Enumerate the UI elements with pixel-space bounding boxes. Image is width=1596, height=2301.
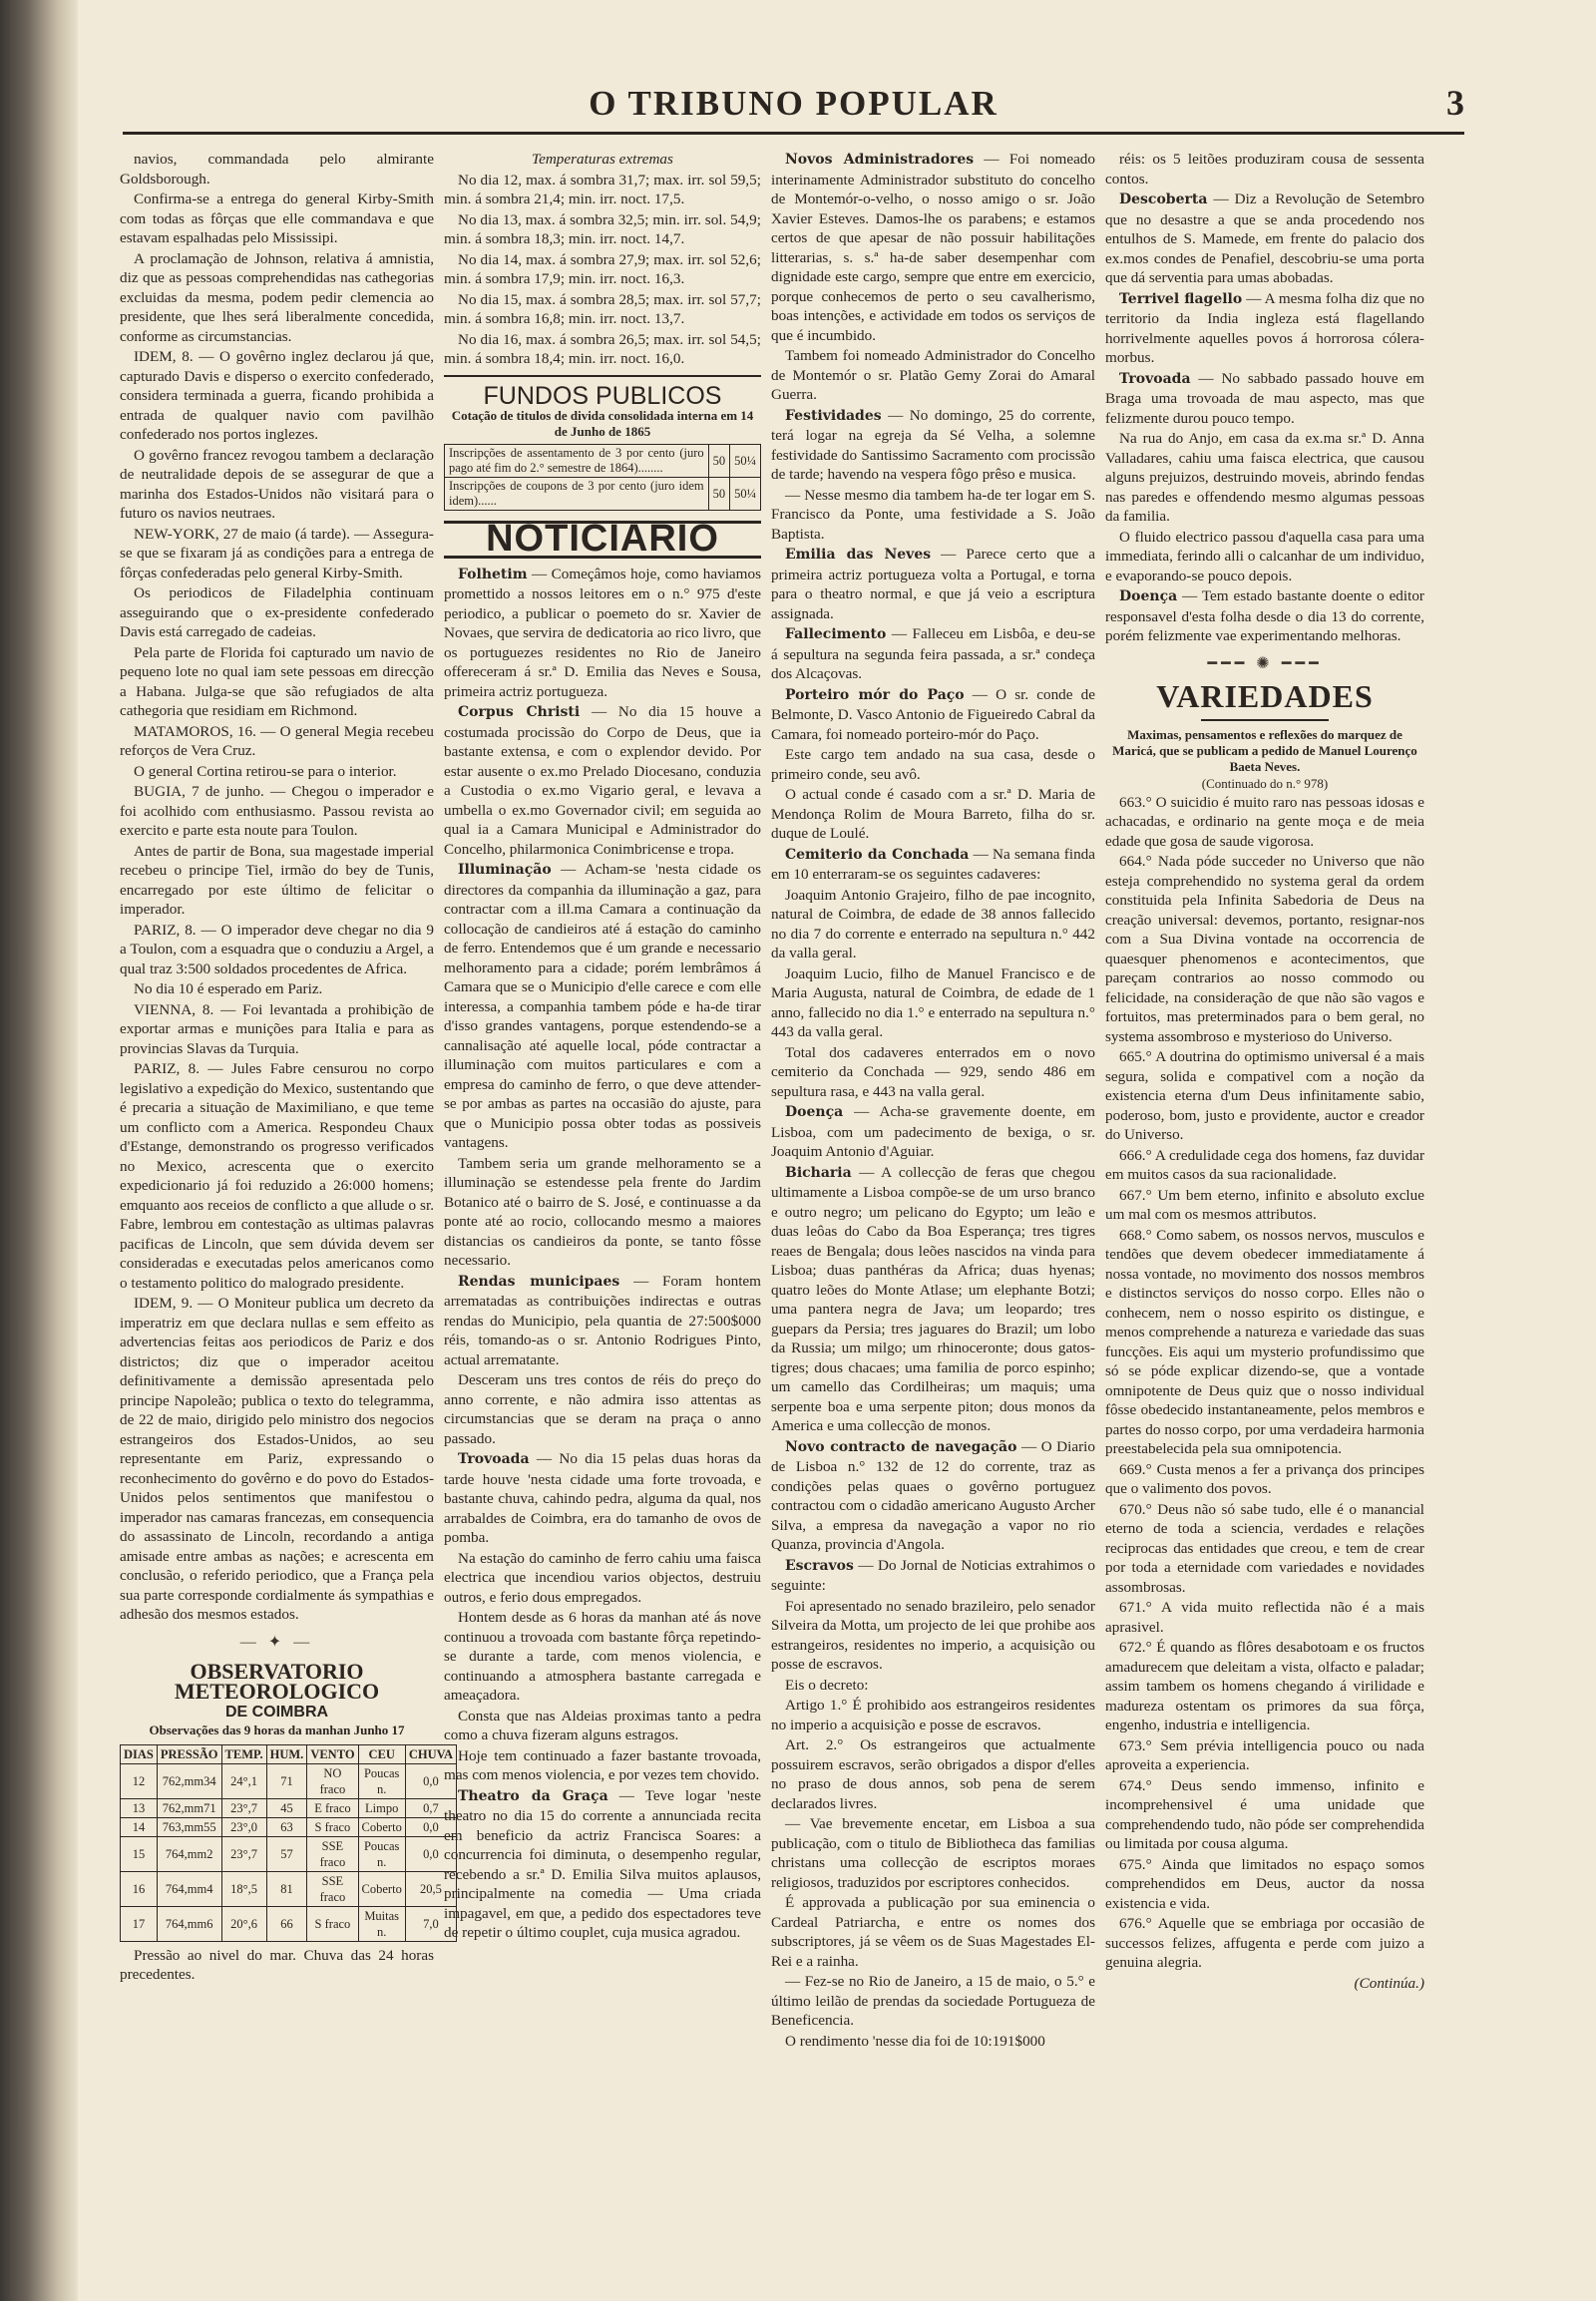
- news-item-headline: Novo contracto de navegação: [785, 1438, 1017, 1455]
- news-item: [771, 2032, 1095, 2052]
- news-item: [771, 785, 1095, 844]
- news-item-text: Total dos cadaveres enterrados em o novo cemiterio da Conchada — 929, sendo 486 em sepultura rasa, e 443 na valla geral.: [771, 1043, 1095, 1100]
- divider: [1201, 719, 1329, 721]
- news-item: [444, 1786, 761, 1943]
- maxim: 667.° Um bem eterno, infinito e absoluto exclue um mal com os mesmos attributos.: [1105, 1186, 1424, 1223]
- news-item-headline: Novos Administradores: [785, 152, 975, 168]
- news-item-headline: Rendas municipaes: [458, 1273, 620, 1290]
- news-item: [1105, 586, 1424, 646]
- table-cell: 17: [121, 1906, 158, 1941]
- maxim: 673.° Sem prévia intelligencia pouco ou nada aproveita a experiencia.: [1105, 1736, 1424, 1773]
- news-item: [444, 1707, 761, 1745]
- news-paragraph: NEW-YORK, 27 de maio (á tarde). — Assegura-se que se fixaram já as condições para a entrega de fôrças confederadas pelo general Kirby-Smith.: [120, 525, 434, 581]
- table-cell: S fraco: [307, 1817, 358, 1836]
- temperature-entry: No dia 15, max. á sombra 28,5; max. irr. sol 57,7; min. á sombra 16,8; min. irr. noct. 13,7.: [444, 290, 761, 327]
- news-item-headline: Escravos: [785, 1557, 854, 1574]
- maxim: 664.° Nada póde succeder no Universo que não esteja comprehendido no systema geral da ordem constituida pela Infinita Sabedoria de Deus na creação universal: devemos, portanto, resignar-nos com a Sua Divina vontade na occorrencia de quaesquer phenomenos e acontecimentos, que pareçam contrarios ao nosso commodo ou felicidade, na consideração de que não são vagos e fortuitos, mas preterminados para o bem geral, no systema assombroso e mysterioso do Universo.: [1105, 853, 1424, 1045]
- news-item: [444, 860, 761, 1153]
- news-item-text: — No dia 15 houve a costumada procissão do Corpo de Deus, que ia bastante extensa, e com o explendor devido. Por estar ausente o ex.mo Prelado Diocesano, conduzia a Custodia o ex.mo Vigario geral, e levava a umbella o ex.mo Governador civil; em seguida ao qual ia a Camara Municipal e Administrador do Concelho, philarmonica Conimbricense e tropa.: [444, 703, 761, 858]
- table-cell: 81: [266, 1871, 307, 1906]
- table-cell: 45: [266, 1798, 307, 1817]
- news-item-headline: Bicharia: [785, 1164, 852, 1181]
- column-3: [771, 150, 1095, 2095]
- temperatures-title: Temperaturas extremas: [532, 151, 673, 168]
- news-item-headline: Terrivel flagello: [1119, 290, 1243, 307]
- news-paragraph: BUGIA, 7 de junho. — Chegou o imperador e foi acolhido com enthusiasmo. Passou revista ao exercito e parte esta noute para Toulon.: [120, 783, 434, 839]
- temperature-entry: No dia 13, max. á sombra 32,5; min. irr. sol. 54,9; min. á sombra 18,3; min. irr. noct. 14,7.: [444, 210, 761, 247]
- maxim: 674.° Deus sendo immenso, infinito e incomprehensivel é uma unidade que comprehendendo tudo, não póde ser comprehendida ou limitada por cousa alguma.: [1105, 1776, 1424, 1852]
- news-item: [771, 624, 1095, 684]
- table-cell: 57: [266, 1836, 307, 1871]
- news-item: [771, 1893, 1095, 1971]
- table-cell: 0,0: [405, 1763, 456, 1798]
- table-row: [121, 1906, 457, 1941]
- news-item: [771, 1597, 1095, 1675]
- news-item-text: — Falleceu em Lisbôa, e deu-se á sepultura na segunda feira passada, a sr.ª condeça dos Alcaçovas.: [771, 625, 1095, 682]
- news-paragraph: PARIZ, 8. — O imperador deve chegar no dia 9 a Toulon, com a esquadra que o conduziu a Argel, a qual traz 3:500 soldados procedentes de Africa.: [120, 921, 434, 977]
- noticiario-heading: NOTICIARIO: [444, 521, 761, 559]
- table-cell: 24°,1: [221, 1763, 266, 1798]
- table-cell: 50: [708, 445, 730, 478]
- maxim: 666.° A credulidade cega dos homens, faz duvidar em muitos casos da sua racionalidade.: [1105, 1146, 1424, 1183]
- table-cell: 23°,0: [221, 1817, 266, 1836]
- news-item-text: — Acha-se gravemente doente, em Lisboa, com um padecimento de bexiga, o sr. Joaquim Antonio d'Aguiar.: [771, 1103, 1095, 1160]
- news-item-headline: Corpus Christi: [458, 704, 581, 720]
- table-cell: 50: [708, 478, 730, 511]
- table-cell: 764,mm2: [157, 1836, 221, 1871]
- news-item-headline: Doença: [785, 1104, 844, 1120]
- news-item: [771, 1163, 1095, 1436]
- table-row: [445, 478, 761, 511]
- news-item-text: — Parece certo que a primeira actriz portugueza volta a Portugal, e torna para o theatro normal, e que já veio a escriptura assignada.: [771, 546, 1095, 622]
- masthead: [123, 82, 1464, 134]
- table-cell: 7,0: [405, 1906, 456, 1941]
- news-item-headline: Folhetim: [458, 566, 528, 582]
- table-cell: 71: [266, 1763, 307, 1798]
- news-item: [444, 1608, 761, 1706]
- table-row: [445, 445, 761, 478]
- table-cell: Poucas n.: [358, 1763, 405, 1798]
- news-item: [771, 486, 1095, 545]
- news-item-text: — O Diario de Lisboa n.° 132 de 12 do corrente, traz as condições pelas quaes o govêrno portuguez contractou com o cidadão americano Augusto Archer Silva, a empresa da navegação a vapor no rio Quanza, provincia d'Angola.: [771, 1437, 1095, 1553]
- news-item-text: O fluido electrico passou d'aquella casa para uma immediata, ferindo alli o calcanhar de um individuo, e evaporando-se pouco depois.: [1105, 528, 1424, 584]
- news-item: [771, 406, 1095, 485]
- news-item-text: O actual conde é casado com a sr.ª D. Maria de Mendonça Rolim de Moura Barreto, filha do sr. duque de Loulé.: [771, 786, 1095, 842]
- page-binding-shadow: [0, 0, 78, 2301]
- table-cell: 764,mm6: [157, 1906, 221, 1941]
- column-1: [120, 150, 454, 2174]
- ornament-divider: ━━━ ✺ ━━━: [1207, 654, 1323, 672]
- news-item: [444, 1746, 761, 1785]
- table-row: [121, 1763, 457, 1798]
- table-row: [121, 1798, 457, 1817]
- news-item-text: Tambem foi nomeado Administrador do Concelho de Montemór o sr. Platão Gemy Zorai do Amaral Guerra.: [771, 347, 1095, 403]
- table-cell: Muitas n.: [358, 1906, 405, 1941]
- news-item-text: — Diz a Revolução de Setembro que no desastre a que se anda procedendo nos entulhos de S. Mamede, em frente do palacio dos ex.mos condes de Penafiel, descobriu-se uma porta que dá serventia para umas abobadas.: [1105, 191, 1424, 286]
- news-item: [1105, 429, 1424, 527]
- table-cell: 762,mm34: [157, 1763, 221, 1798]
- variedades-heading: VARIEDADES: [1156, 678, 1374, 714]
- news-item-text: Consta que nas Aldeias proximas tanto a pedra como a chuva fizeram alguns estragos.: [444, 1707, 761, 1743]
- table-cell: Inscripções de coupons de 3 por cento (juro idem idem)......: [445, 478, 709, 511]
- ornament-divider: — ✦ —: [239, 1633, 314, 1651]
- news-item-headline: Trovoada: [1119, 370, 1191, 387]
- divider: [444, 375, 761, 377]
- news-item-headline: Festividades: [785, 407, 882, 424]
- news-item-text: — A collecção de feras que chegou ultimamente a Lisboa compõe-se de um urso branco e outro negro; um pelicano do Egypto; um leão e duas leôas do Cabo da Boa Esperança; tres tigres reaes de Bengala; dous leões nascidos na vinda para Lisboa; duas panthéras da Africa; duas hyenas; quatro leões do Monte Atlase; um elephante Botzi; uma pantera negra de Java; um leopardo; tres guepars da Persia; tres jaguares do Brazil; um lobo da Russia; um milgo; um rhinoceronte; dous gatos-tigres; dous chacaes; uma familia de porco espinho; um camello das Cordilheiras; um maquis; uma serpente boa e uma serpente piton; dous monos da America e uma collecção de monos.: [771, 1163, 1095, 1434]
- table-cell: NO fraco: [307, 1763, 358, 1798]
- public-funds-subtitle: Cotação de titulos de divida consolidada interna em 14 de Junho de 1865: [451, 408, 754, 439]
- news-item-text: Joaquim Antonio Grajeiro, filho de pae incognito, natural de Coimbra, de edade de 38 annos fallecido no dia 7 do corrente e enterrado na sepultura n.° 442 da valla geral.: [771, 886, 1095, 961]
- table-header: PRESSÃO: [157, 1744, 221, 1763]
- table-cell: 15: [121, 1836, 158, 1871]
- news-paragraph: IDEM, 8. — O govêrno inglez declarou já que, capturado Davis e disperso o exercito confederado, considera terminada a guerra, ficando prohibida a entrada de qualquer navio com pavilhão confederado nos portos inglezes.: [120, 348, 434, 443]
- news-item-text: — No domingo, 25 do corrente, terá logar na egreja da Sé Velha, a solemne festividade do Santissimo Sacramento com procissão de tarde; havendo na vespera fôgo prêso e musica.: [771, 406, 1095, 483]
- news-item: [771, 1102, 1095, 1162]
- maxim: 672.° É quando as flôres desabotoam e os fructos amadurecem que deleitam a vista, olfacto e paladar; assim tambem os homens chegando á virilidade e madureza ostentam os primores da sua fôrça, engenho, industria e intelligencia.: [1105, 1639, 1424, 1733]
- news-items: [771, 150, 1095, 2051]
- page-number: 3: [1446, 83, 1464, 123]
- news-item: [1105, 528, 1424, 586]
- news-paragraph: VIENNA, 8. — Foi levantada a prohibição de exportar armas e munições para Italia e para as provincias Slavas da Turquia.: [120, 1000, 434, 1057]
- news-item-text: — Fez-se no Rio de Janeiro, a 15 de maio, o 5.° e último leilão de prendas da sociedade Portugueza de Beneficencia.: [771, 1973, 1095, 2029]
- news-item: [444, 565, 761, 702]
- variedades-subtitle: Maximas, pensamentos e reflexões do marquez de Maricá, que se publicam a pedido de Manuel Lourenço Baeta Neves.: [1112, 726, 1417, 774]
- temperature-entry: No dia 12, max. á sombra 31,7; max. irr. sol 59,5; min. á sombra 21,4; min. irr. noct. 17,5.: [444, 171, 761, 207]
- news-item-text: — Teve logar 'neste theatro no dia 15 do corrente a annunciada recita em beneficio da actriz Francisca Soares: a concurrencia foi diminuta, o desempenho regular, recebendo a sr.ª D. Emilia Silva muitos aplausos, principalmente na comedia — Uma criada impagavel, em que, a pedido dos espectadores teve de repetir o último couplet, cuja musica agradou.: [444, 1786, 761, 1941]
- news-item-text: — A mesma folha diz que no territorio da India ingleza está flagellando horrivelmente aquelles povos á horrorosa cólera-morbus.: [1105, 289, 1425, 366]
- table-cell: 0,0: [405, 1817, 456, 1836]
- news-item: [444, 1449, 761, 1548]
- news-item-headline: Fallecimento: [785, 626, 887, 642]
- news-item: [1105, 150, 1424, 189]
- temperature-entry: No dia 14, max. á sombra 27,9; max. irr. sol 52,6; min. á sombra 17,9; min. irr. noct. 16,3.: [444, 250, 761, 287]
- news-item-text: Este cargo tem andado na sua casa, desde o primeiro conde, seu avô.: [771, 746, 1095, 783]
- news-paragraph: PARIZ, 8. — Jules Fabre censurou no corpo legislativo a expedição do Mexico, sustentando que é precaria a situação de Maximiliano, e que teme um conflicto com a America. Respondeu Chaux d'Estange, demonstrando os progresso verificados no Mexico, acrescenta que o exercito expedicionario já foi reduzido a 26:000 homens; emquanto aos receios de conflicto a que allude o sr. Fabre, lembrou em contestação as ultimas palavras pacificas de Lincoln, que sem dúvida devem ser consideradas e executadas pelos americanos como o testamento politico do malogrado presidente.: [120, 1060, 434, 1292]
- news-item-text: Desceram uns tres contos de réis do preço do anno corrente, e não admira isso attentas as circumstancias que se deram na praça o anno passado.: [444, 1371, 761, 1447]
- news-item-text: — No dia 15 pelas duas horas da tarde houve 'nesta cidade uma forte trovoada, e bastante chuva, cahindo pedra, alguma da qual, nos arrabaldes de Coimbra, era do tamanho de ovos de pomba.: [444, 1450, 761, 1546]
- maxim: 663.° O suicidio é muito raro nas pessoas idosas e achacadas, e ordinario na gente moça e de meia edade que gosa de saude vigorosa.: [1105, 793, 1424, 850]
- maxim: 670.° Deus não só sabe tudo, elle é o manancial eterno de toda a sciencia, verdades e relações reciprocas das entidades que creou, e tem de crear por toda a eternidade com variedades e novidades assombrosas.: [1105, 1500, 1424, 1596]
- news-items: [444, 565, 761, 1943]
- table-cell: 13: [121, 1798, 158, 1817]
- table-cell: 12: [121, 1763, 158, 1798]
- variedades-continues: (Continúa.): [1354, 1974, 1424, 1992]
- column-4: [1105, 150, 1424, 2095]
- maxim: 665.° A doutrina do optimismo universal é a mais segura, solida e compativel com a noção da existencia eterna d'um Deus infinitamente sabio, poderoso, bom, justo e providente, auctor e creador do Universo.: [1105, 1048, 1424, 1143]
- news-item-text: réis: os 5 leitões produziram cousa de sessenta contos.: [1105, 151, 1424, 188]
- news-item-text: — Do Jornal de Noticias extrahimos o seguinte:: [771, 1556, 1095, 1594]
- news-item-text: É approvada a publicação por sua eminencia o Cardeal Patriarcha, e entre os nomes dos subscriptores, já se vêem os de Suas Magestades El-Rei e a rainha.: [771, 1894, 1095, 1970]
- table-row: [121, 1871, 457, 1906]
- news-item-text: — Nesse mesmo dia tambem ha-de ter logar em S. Francisco da Ponte, uma festividade a S. João Baptista.: [771, 486, 1095, 543]
- news-item: [771, 1676, 1095, 1696]
- newspaper-title: O TRIBUNO POPULAR: [589, 84, 998, 123]
- table-row: [121, 1836, 457, 1871]
- news-item: [444, 1272, 761, 1370]
- maxim: 671.° A vida muito reflectida não é a mais aprasivel.: [1105, 1599, 1424, 1636]
- table-cell: 23°,7: [221, 1836, 266, 1871]
- news-item-headline: Theatro da Graça: [458, 1787, 608, 1804]
- news-item-text: Foi apresentado no senado brazileiro, pelo senador Silveira da Motta, um projecto de lei que prohibe aos estrangeiros, residentes no imperio, a acquisição ou posse de escravos.: [771, 1597, 1095, 1673]
- news-paragraph: A proclamação de Johnson, relativa á amnistia, diz que as pessoas comprehendidas nas cathegorias excluidas da mesma, podem pedir clemencia ao presidente, que lhes será liberalmente concedida, conforme as circumstancias.: [120, 249, 434, 345]
- temperature-entry: No dia 16, max. á sombra 26,5; max. irr. sol 54,5; min. á sombra 18,4; min. irr. noct. 16,0.: [444, 330, 761, 367]
- news-item-headline: Porteiro mór do Paço: [785, 686, 965, 703]
- news-paragraph: MATAMOROS, 16. — O general Megia recebeu reforços de Vera Cruz.: [120, 722, 434, 759]
- table-cell: SSE fraco: [307, 1836, 358, 1871]
- maxims-list: [1105, 793, 1424, 1973]
- table-header: VENTO: [307, 1744, 358, 1763]
- maxim: 668.° Como sabem, os nossos nervos, musculos e tendões que devem obedecer immediatamente á nossa vontade, no movimento dos nossos membros e distinctos serviços do nosso corpo. Elles não o conhecem, nem o nosso espirito os distingue, e menos comprehende a natureza e variedade das suas funcções. Eis aqui um mysterio profundissimo que só se póde explicar dizendo-se, que a vontade omnipotente de Deus quiz que o nosso individual fôsse obedecido instantaneamente, pelos membros e partes do nosso corpo, por uma verdadeira harmonia preestabelecida pela sua omnipotencia.: [1105, 1226, 1424, 1457]
- news-item: [771, 1556, 1095, 1596]
- news-item: [771, 150, 1095, 345]
- news-item: [444, 1370, 761, 1448]
- table-cell: 764,mm4: [157, 1871, 221, 1906]
- variedades-continued: (Continuado do n.° 978): [1201, 775, 1329, 791]
- news-item-text: Eis o decreto:: [785, 1676, 869, 1694]
- table-cell: S fraco: [307, 1906, 358, 1941]
- news-item: [771, 1972, 1095, 2031]
- table-cell: Limpo: [358, 1798, 405, 1817]
- table-cell: 23°,7: [221, 1798, 266, 1817]
- news-item: [1105, 289, 1424, 368]
- table-cell: 66: [266, 1906, 307, 1941]
- news-item-text: — Vae brevemente encetar, em Lisboa a sua publicação, com o titulo de Bibliotheca das familias christans uma collecção de escriptos moraes religiosos, traduzidos por escriptores conhecidos.: [771, 1815, 1095, 1891]
- table-cell: Inscripções de assentamento de 3 por cento (juro pago até fim do 2.° semestre de 1864)........: [445, 445, 709, 478]
- newspaper-page: [78, 0, 1596, 2301]
- table-cell: 20°,6: [221, 1906, 266, 1941]
- table-header: TEMP.: [221, 1744, 266, 1763]
- observatory-table: [120, 1744, 457, 1942]
- table-cell: 762,mm71: [157, 1798, 221, 1817]
- table-cell: 0,0: [405, 1836, 456, 1871]
- news-item-text: — Acham-se 'nesta cidade os directores da companhia da illuminação a gaz, para contractar com a ill.ma Camara a continuação da collocação de candieiros até á estação do caminho de ferro. Entendemos que é um grande e necessario melhoramento para a cidade; porém lembrâmos á Camara que se o Municipio d'elle carece e com elle interessa, a companhia tambem póde e ha-de tirar d'isso grandes vantagens, porque estendendo-se a cannalisação até aquelle local, póde contractar a illuminação com muitos particulares e com a empresa do caminho de ferro, o que deve attender-se por ambas as partes na occasião do ajuste, para que o Municipio possa obter todas as possiveis vantagens.: [444, 861, 761, 1151]
- observatory-note: Observações das 9 horas da manhan Junho 17: [149, 1722, 405, 1737]
- news-paragraph: No dia 10 é esperado em Pariz.: [134, 980, 323, 997]
- news-item-text: Na estação do caminho de ferro cahiu uma faisca electrica que incendiou varios objectos, destruiu outros, e ferio dous empregados.: [444, 1549, 761, 1606]
- news-paragraph: navios, commandada pelo almirante Goldsborough.: [120, 151, 434, 188]
- news-item-text: — Na semana finda em 10 enterraram-se os seguintes cadaveres:: [771, 845, 1095, 883]
- news-paragraph: O govêrno francez revogou tambem a declaração de neutralidade depois de se assegurar de que a marinha dos Estados-Unidos não visitará para o futuro os navios neutraes.: [120, 446, 434, 522]
- public-funds-table: [444, 444, 761, 511]
- news-item-text: — Foram hontem arrematadas as contribuições indirectas e outras rendas do Municipio, pela quantia de 27:500$000 réis, tomando-as o sr. Antonio Rodrigues Pinto, actual arrematante.: [444, 1272, 761, 1368]
- news-item-text: — Tem estado bastante doente o editor responsavel d'esta folha desde o dia 13 do corrente, porém felizmente vae experimentando melhoras.: [1105, 587, 1424, 644]
- news-item: [771, 1696, 1095, 1734]
- news-item-headline: Descoberta: [1119, 192, 1208, 207]
- news-paragraph: Os periodicos de Filadelphia continuam asseguirando que o ex-presidente confederado Davis está carregado de cadeias.: [120, 584, 434, 640]
- news-item: [771, 745, 1095, 784]
- news-item-text: Tambem seria um grande melhoramento se a illuminação se estendesse pela frente do Jardim Botanico até o bairro de S. José, e continuasse a da ponte até ao rocio, collocando mesmo a maiores distancias os candieiros da ponte, se tanto fôsse necessario.: [444, 1154, 761, 1269]
- news-item-headline: Cemiterio da Conchada: [785, 846, 970, 863]
- table-cell: 20,5: [405, 1871, 456, 1906]
- table-header: CHUVA: [405, 1744, 456, 1763]
- news-paragraph: IDEM, 9. — O Moniteur publica um decreto da imperatriz em que declara nullas e sem effeito as advertencias feitas aos periodicos de Pariz e dos districtos; diz que o imperador aceitou definitivamente a demissão apresentada pelo principe Napoleão; publica o texto do telegramma, de 22 de maio, dirigido pelo ministro dos negocios estrangeiros dos Estados-Unidos, ao seu representante em Pariz, expressando o reconhecimento do govêrno e do povo do Estados-Unidos pelos sentimentos que manifestou o imperador nas camaras francezas, em consequencia do assassinato de Lincoln, recordando a antiga amisade entre ambas as nações; e acrescenta em conclusão, o referido periodico, que a França pela sua parte corresponde cordialmente ás sympathias e adhesão dos mesmos estados.: [120, 1295, 434, 1623]
- news-item-text: Hoje tem continuado a fazer bastante trovoada, mas com menos violencia, e por vezes tem chovido.: [444, 1746, 761, 1783]
- table-cell: Poucas n.: [358, 1836, 405, 1871]
- news-item: [771, 346, 1095, 405]
- masthead-rule: [123, 132, 1464, 135]
- telegrams-news: [120, 150, 434, 1625]
- table-header: CEU: [358, 1744, 405, 1763]
- news-item: [771, 545, 1095, 623]
- news-item: [771, 886, 1095, 963]
- news-item: [771, 964, 1095, 1042]
- news-item: [444, 1549, 761, 1608]
- column-2: [444, 150, 761, 2105]
- observatory-footnote: Pressão ao nivel do mar. Chuva das 24 horas precedentes.: [120, 1946, 434, 1983]
- table-cell: 50¼: [730, 445, 761, 478]
- news-item: [444, 702, 761, 859]
- table-row: [121, 1817, 457, 1836]
- news-item: [771, 845, 1095, 885]
- news-paragraph: O general Cortina retirou-se para o interior.: [134, 762, 397, 780]
- table-cell: 18°,5: [221, 1871, 266, 1906]
- news-item: [771, 685, 1095, 745]
- news-paragraph: Confirma-se a entrega do general Kirby-Smith com todas as fôrças que elle commandava e que estavam espalhadas pelo Mississipi.: [120, 191, 434, 246]
- news-item-headline: Emilia das Neves: [785, 547, 932, 563]
- news-item-headline: Doença: [1119, 588, 1178, 604]
- news-item: [771, 1437, 1095, 1555]
- news-item-text: Na rua do Anjo, em casa da ex.ma sr.ª D. Anna Valladares, cahiu uma faisca electrica, que causou alguns prejuizos, destruindo moveis, abrindo fendas nas paredes e offendendo mesmo algumas pessoas da familia.: [1105, 430, 1424, 525]
- news-item: [444, 1154, 761, 1271]
- table-cell: 14: [121, 1817, 158, 1836]
- news-item-text: O rendimento 'nesse dia foi de 10:191$000: [785, 2032, 1045, 2050]
- observatory-subtitle: DE COIMBRA: [224, 1704, 329, 1721]
- table-cell: 50¼: [730, 478, 761, 511]
- table-cell: SSE fraco: [307, 1871, 358, 1906]
- temperatures-list: [444, 171, 761, 369]
- table-cell: 16: [121, 1871, 158, 1906]
- news-item-headline: Illuminação: [458, 862, 552, 878]
- news-item-text: — Foi nomeado interinamente Administrador substituto do concelho de Montemór-o-velho, o nosso amigo o sr. João Xavier Esteves. Damos-lhe os parabens; e estamos certos de que apesar de não possuir habilitações litterarias, s. s.ª ha-de saber desempenhar com dignidade este cargo, sempre que entre em exercicio, porque conhecemos de perto o seu cavalherismo, boas intenções, e actividade em todos os serviços de que é incumbido.: [771, 151, 1095, 344]
- news-item-text: — Começâmos hoje, como haviamos promettido a nossos leitores em o n.° 975 d'este periodico, a publicar o poemeto do sr. Xavier de Novaes, que servira de dedicatoria ao rico livro, que os portuguezes residentes no Rio de Janeiro offereceram á sr.ª D. Emilia das Neves e Sousa, primeira actriz portugueza.: [444, 565, 761, 700]
- table-cell: 763,mm55: [157, 1817, 221, 1836]
- observatory-title: OBSERVATORIO METEOROLOGICO: [174, 1659, 380, 1704]
- news-item-text: Joaquim Lucio, filho de Manuel Francisco e de Maria Augusta, natural de Coimbra, de edade de 1 anno, fallecido no dia 1.° e enterrado na sepultura n.° 443 da valla geral.: [771, 964, 1095, 1040]
- table-cell: Coberto: [358, 1871, 405, 1906]
- news-paragraph: Antes de partir de Bona, sua magestade imperial recebeu o principe Tiel, irmão do bey de Tunis, encarregado por este último de felicitar o imperador.: [120, 842, 434, 918]
- news-item-headline: Trovoada: [458, 1451, 530, 1467]
- table-cell: 63: [266, 1817, 307, 1836]
- maxim: 669.° Custa menos a fer a privança dos principes que o valimento dos povos.: [1105, 1460, 1424, 1497]
- news-item-text: Artigo 1.° É prohibido aos estrangeiros residentes no imperio a acquisição e posse de escravos.: [771, 1697, 1095, 1733]
- maxim: 676.° Aquelle que se embriaga por occasião de successos felizes, affugenta e perde com juizo a genuina alegria.: [1105, 1915, 1424, 1971]
- table-header: HUM.: [266, 1744, 307, 1763]
- news-item: [1105, 369, 1424, 429]
- news-item: [771, 1814, 1095, 1892]
- table-cell: Coberto: [358, 1817, 405, 1836]
- news-items: [1105, 150, 1424, 646]
- public-funds-title: FUNDOS PUBLICOS: [483, 381, 722, 410]
- table-cell: 0,7: [405, 1798, 456, 1817]
- news-paragraph: Pela parte de Florida foi capturado um navio de pequeno lote no qual iam sete pessoas em direcção a Habana. Julga-se que são refugiados de alta cathegoria que residiam em Richmond.: [120, 643, 434, 719]
- news-item-text: — O sr. conde de Belmonte, D. Vasco Antonio de Figueiredo Cabral da Camara, foi nomeado porteiro-mór do Paço.: [771, 685, 1095, 743]
- news-item-text: Hontem desde as 6 horas da manhan até ás nove continuou a trovoada com bastante fôrça repetindo-se durante a tarde, com menos violencia, e continuando a atmosphera bastante carregada e ameaçadora.: [444, 1609, 761, 1704]
- news-item-text: — No sabbado passado houve em Braga uma trovoada de mau aspecto, mas que felizmente durou pouco tempo.: [1105, 369, 1424, 427]
- news-item-text: Art. 2.° Os estrangeiros que actualmente possuirem escravos, serão obrigados a dispor d'elles no praso de dous annos, sob pena de serem declarados livres.: [771, 1736, 1095, 1812]
- maxim: 675.° Ainda que limitados no espaço somos comprehendidos em Deus, auctor da nossa existencia e vida.: [1105, 1855, 1424, 1912]
- news-item: [771, 1735, 1095, 1813]
- table-cell: E fraco: [307, 1798, 358, 1817]
- table-header: DIAS: [121, 1744, 158, 1763]
- news-item: [771, 1043, 1095, 1102]
- news-item: [1105, 190, 1424, 288]
